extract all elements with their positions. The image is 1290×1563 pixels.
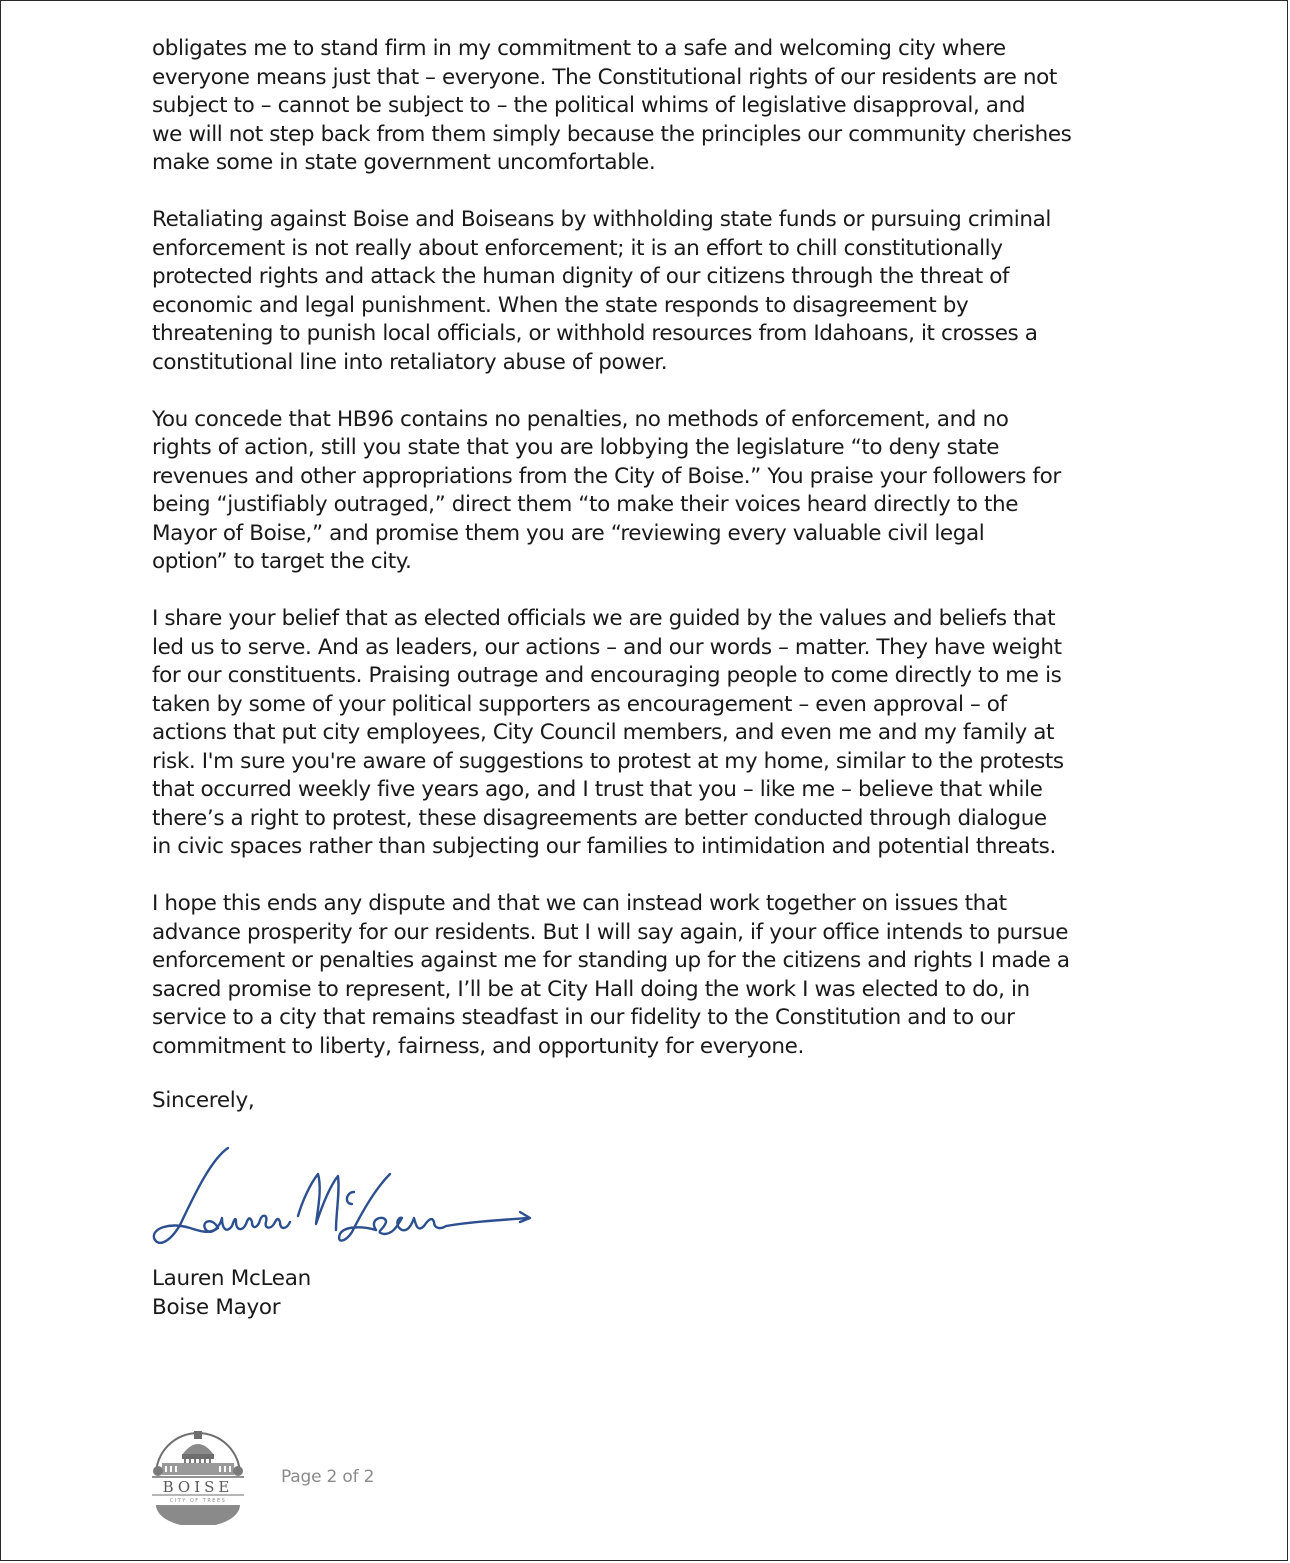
paragraph-line: subject to – cannot be subject to – the political whims of legislative disapproval, and (152, 93, 1026, 118)
paragraph-line: Retaliating against Boise and Boiseans by withholding state funds or pursuing criminal (152, 207, 1051, 232)
paragraph-line: we will not step back from them simply because the principles our community cherishes (152, 121, 1072, 147)
letter-body (152, 35, 1152, 1090)
paragraph-line: led us to serve. And as leaders, our actions – and our words – matter. They have weight (152, 634, 1062, 660)
paragraph-line: commitment to liberty, fairness, and opportunity for everyone. (152, 1033, 804, 1059)
paragraph-line: constitutional line into retaliatory abuse of power. (152, 349, 668, 375)
paragraph-line: You concede that HB96 contains no penalties, no methods of enforcement, and no (152, 406, 1009, 432)
paragraph-line: taken by some of your political supporters as encouragement – even approval – of (152, 691, 1007, 717)
logo-wordmark: BOISE (162, 1478, 234, 1496)
paragraph-line: obligates me to stand firm in my commitment to a safe and welcoming city where (152, 36, 1006, 61)
signer-title: Boise Mayor (152, 1295, 281, 1320)
closing-salutation: Sincerely, (152, 1088, 255, 1113)
paragraph-line: being “justifiably outraged,” direct them “to make their voices heard directly to the (152, 492, 1019, 517)
paragraph-line: I hope this ends any dispute and that we can instead work together on issues that (152, 891, 1007, 916)
handwritten-signature (140, 1130, 540, 1260)
paragraph-line: there’s a right to protest, these disagreements are better conducted through dialogue (152, 805, 1047, 831)
paragraph-line: advance prosperity for our residents. But I will say again, if your office intends to pursue (152, 919, 1069, 945)
paragraph-line: protected rights and attack the human dignity of our citizens through the threat of (152, 264, 1010, 289)
paragraph-1 (152, 35, 1152, 178)
paragraph-line: actions that put city employees, City Council members, and even me and my family at (152, 720, 1055, 745)
paragraph-line: I share your belief that as elected officials we are guided by the values and beliefs that (152, 606, 1056, 631)
paragraph-line: option” to target the city. (152, 549, 412, 574)
paragraph-line: everyone means just that – everyone. The Constitutional rights of our residents are not (152, 64, 1057, 90)
page-number: Page 2 of 2 (281, 1467, 375, 1487)
paragraph-line: sacred promise to represent, I’ll be at City Hall doing the work I was elected to do, in (152, 976, 1030, 1002)
logo-tagline: CITY OF TREES (169, 1498, 227, 1504)
paragraph-line: that occurred weekly five years ago, and I trust that you – like me – believe that while (152, 777, 1043, 802)
paragraph-line: threatening to punish local officials, or withhold resources from Idahoans, it crosses a (152, 321, 1038, 346)
paragraph-line: rights of action, still you state that you are lobbying the legislature “to deny state (152, 435, 1000, 460)
paragraph-line: for our constituents. Praising outrage and encouraging people to come directly to me is (152, 663, 1062, 688)
paragraph-line: revenues and other appropriations from the City of Boise.” You praise your followers for (152, 463, 1061, 489)
paragraph-2 (152, 206, 1152, 377)
paragraph-line: in civic spaces rather than subjecting our families to intimidation and potential threats. (152, 834, 1056, 859)
paragraph-4 (152, 605, 1152, 862)
paragraph-5 (152, 890, 1152, 1061)
paragraph-line: Mayor of Boise,” and promise them you are “reviewing every valuable civil legal (152, 520, 985, 546)
signer-block (152, 1264, 311, 1322)
paragraph-line: enforcement is not really about enforcement; it is an effort to chill constitutionally (152, 235, 1003, 261)
paragraph-line: enforcement or penalties against me for standing up for the citizens and rights I made a (152, 948, 1070, 973)
paragraph-line: economic and legal punishment. When the state responds to disagreement by (152, 292, 969, 318)
signer-name: Lauren McLean (152, 1266, 311, 1291)
paragraph-line: make some in state government uncomfortable. (152, 150, 656, 175)
paragraph-line: service to a city that remains steadfast in our fidelity to the Constitution and to our (152, 1005, 1015, 1030)
paragraph-3 (152, 406, 1152, 577)
paragraph-line: risk. I'm sure you're aware of suggestions to protest at my home, similar to the protests (152, 748, 1064, 774)
boise-city-logo (148, 1425, 248, 1525)
